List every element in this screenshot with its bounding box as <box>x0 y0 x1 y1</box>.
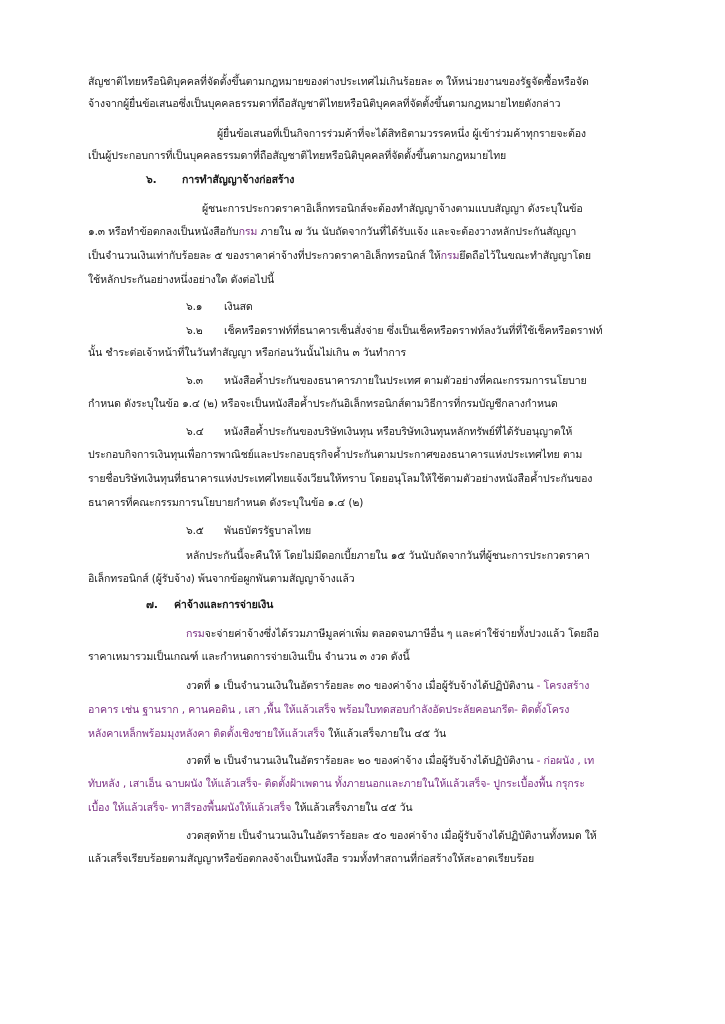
department-highlight: กรม <box>440 250 460 262</box>
paragraph-line: ผู้ชนะการประกวดราคาอิเล็กทรอนิกส์จะต้องทำสัญญาจ้างตามแบบสัญญา ดังระบุในข้อ <box>202 203 583 215</box>
work-scope-highlight: - ก่อผนัง , เท <box>536 755 595 767</box>
section-number: ๖. <box>146 174 157 186</box>
paragraph-line: รายชื่อบริษัทเงินทุนที่ธนาคารแห่งประเทศไทยแจ้งเวียนให้ทราบ โดยอนุโลมให้ใช้ตามตัวอย่างหนังสือค้ำประกันของ <box>88 473 593 485</box>
section-title: ค่าจ้างและการจ่ายเงิน <box>174 599 274 611</box>
paragraph-line: ประกอบกิจการเงินทุนเพื่อการพาณิชย์และประกอบธุรกิจค้ำประกันตามประกาศของธนาคารแห่งประเทศไทย ตาม <box>88 449 583 461</box>
installment-2-line <box>186 754 594 768</box>
item-text: หนังสือค้ำประกันของบริษัทเงินทุน หรือบริษัทเงินทุนหลักทรัพย์ที่ได้รับอนุญาตให้ <box>224 426 573 438</box>
paragraph-line <box>88 225 576 239</box>
paragraph-line: สัญชาติไทยหรือนิติบุคคลที่จัดตั้งขึ้นตามกฎหมายของต่างประเทศไม่เกินร้อยละ ๓ ให้หน่วยงานของรัฐจัดซื้อหรือจัด <box>88 76 589 88</box>
paragraph-line: ธนาคารที่คณะกรรมการนโยบายกำหนด ดังระบุในข้อ ๑.๔ (๒) <box>88 497 364 509</box>
paragraph-line: แล้วเสร็จเรียบร้อยตามสัญญาหรือข้อตกลงจ้างเป็นหนังสือ รวมทั้งทำสถานที่ก่อสร้างให้สะอาดเรียบร้อย <box>88 853 535 865</box>
text-run: งวดที่ ๑ เป็นจำนวนเงินในอัตราร้อยละ ๓๐ ของค่าจ้าง เมื่อผู้รับจ้างได้ปฏิบัติงาน <box>186 680 537 692</box>
text-run: ภายใน ๗ วัน นับถัดจากวันที่ได้รับแจ้ง และจะต้องวางหลักประกันสัญญา <box>257 226 577 238</box>
list-item-6-1 <box>186 300 253 314</box>
list-item-6-5 <box>186 524 311 538</box>
section-title: การทำสัญญาจ้างก่อสร้าง <box>182 174 295 186</box>
item-number: ๖.๓ <box>186 375 203 387</box>
paragraph-line: ใช้หลักประกันอย่างหนึ่งอย่างใด ดังต่อไปนี้ <box>88 274 275 286</box>
work-scope-highlight: หลังคาเหล็กพร้อมมุงหลังคา ติดตั้งเชิงชายให้แล้วเสร็จ <box>88 728 325 740</box>
work-scope-highlight: อาคาร เช่น ฐานราก , คานคอดิน , เสา ,พื้น ให้แล้วเสร็จ พร้อมใบทดสอบกำลังอัดประลัยคอนกรีต- ติดตั้งโครง <box>88 704 570 716</box>
paragraph-line: เป็นผู้ประกอบการที่เป็นบุคคลธรรมดาที่ถือสัญชาติไทยหรือนิติบุคคลที่จัดตั้งขึ้นตามกฎหมายไทย <box>88 150 507 162</box>
text-run: ยึดถือไว้ในขณะทำสัญญาโดย <box>459 250 591 262</box>
text-run: เป็นจำนวนเงินเท่ากับร้อยละ ๕ ของราคาค่าจ้างที่ประกวดราคาอิเล็กทรอนิกส์ ให้ <box>88 250 441 262</box>
item-text: เช็คหรือดราฟท์ที่ธนาคารเซ็นสั่งจ่าย ซึ่งเป็นเช็คหรือดราฟท์ลงวันที่ที่ใช้เช็คหรือดราฟท์ <box>224 325 603 337</box>
section-7-heading <box>146 598 273 612</box>
text-run: งวดที่ ๒ เป็นจำนวนเงินในอัตราร้อยละ ๒๐ ของค่าจ้าง เมื่อผู้รับจ้างได้ปฏิบัติงาน <box>186 755 537 767</box>
item-number: ๖.๑ <box>186 301 203 313</box>
item-text: หนังสือค้ำประกันของธนาคารภายในประเทศ ตามตัวอย่างที่คณะกรรมการนโยบาย <box>224 375 587 387</box>
item-text: เงินสด <box>224 301 253 313</box>
paragraph-line: อิเล็กทรอนิกส์ (ผู้รับจ้าง) พ้นจากข้อผูกพันตามสัญญาจ้างแล้ว <box>88 573 355 585</box>
item-number: ๖.๕ <box>186 525 204 537</box>
department-highlight: กรม <box>186 628 205 640</box>
section-number: ๗. <box>146 599 158 611</box>
paragraph-line: ผู้ยื่นข้อเสนอที่เป็นกิจการร่วมค้าที่จะได้สิทธิตามวรรคหนึ่ง ผู้เข้าร่วมค้าทุกรายจะต้อง <box>217 128 586 140</box>
installment-final-line: งวดสุดท้าย เป็นจำนวนเงินในอัตราร้อยละ ๕๐ ของค่าจ้าง เมื่อผู้รับจ้างได้ปฏิบัติงานทั้งหมด ให้ <box>186 830 597 842</box>
paragraph-line: ราคาเหมารวมเป็นเกณฑ์ และกำหนดการจ่ายเงินเป็น จำนวน ๓ งวด ดังนี้ <box>88 651 410 663</box>
text-run: ให้แล้วเสร็จภายใน ๔๕ วัน <box>324 728 447 740</box>
section-6-heading <box>146 173 294 187</box>
item-number: ๖.๔ <box>186 426 204 438</box>
paragraph-line: นั้น ชำระต่อเจ้าหน้าที่ในวันทำสัญญา หรือก่อนวันนั้นไม่เกิน ๓ วันทำการ <box>88 347 407 359</box>
text-run: ให้แล้วเสร็จภายใน ๔๕ วัน <box>291 802 413 814</box>
installment-1-line <box>186 679 589 693</box>
work-scope-highlight: ทับหลัง , เสาเอ็น ฉาบผนัง ให้แล้วเสร็จ- ติดตั้งฝ้าเพดาน ทั้งภายนอกและภายในให้แล้วเสร็จ- ปูกระเบื้องพื้น กรุกระ <box>88 778 585 790</box>
paragraph-line: กำหนด ดังระบุในข้อ ๑.๔ (๒) หรือจะเป็นหนังสือค้ำประกันอิเล็กทรอนิกส์ตามวิธีการที่กรมบัญชีกลางกำหนด <box>88 398 558 410</box>
text-run: ๑.๓ หรือทำข้อตกลงเป็นหนังสือกับ <box>88 226 239 238</box>
work-scope-highlight: เบื้อง ให้แล้วเสร็จ- ทาสีรองพื้นผนังให้แล้วเสร็จ <box>88 802 292 814</box>
paragraph-line <box>88 249 591 263</box>
text-run: จะจ่ายค่าจ้างซึ่งได้รวมภาษีมูลค่าเพิ่ม ตลอดจนภาษีอื่น ๆ และค่าใช้จ่ายทั้งปวงแล้ว โดยถือ <box>204 628 599 640</box>
paragraph-line: หลักประกันนี้จะคืนให้ โดยไม่มีดอกเบี้ยภายใน ๑๕ วันนับถัดจากวันที่ผู้ชนะการประกวดราคา <box>186 550 590 562</box>
paragraph-line <box>88 801 412 815</box>
paragraph-line <box>186 627 599 641</box>
item-text: พันธบัตรรัฐบาลไทย <box>224 525 312 537</box>
paragraph-line <box>88 727 446 741</box>
list-item-6-4 <box>186 425 572 439</box>
department-highlight: กรม <box>238 226 258 238</box>
list-item-6-3 <box>186 374 587 388</box>
list-item-6-2 <box>186 324 602 338</box>
paragraph-line: จ้างจากผู้ยื่นข้อเสนอซึ่งเป็นบุคคลธรรมดาที่ถือสัญชาติไทยหรือนิติบุคคลที่จัดตั้งขึ้นตามกฎหมายไทยดังกล่าว <box>88 98 561 110</box>
item-number: ๖.๒ <box>186 325 203 337</box>
work-scope-highlight: - โครงสร้าง <box>536 680 590 692</box>
